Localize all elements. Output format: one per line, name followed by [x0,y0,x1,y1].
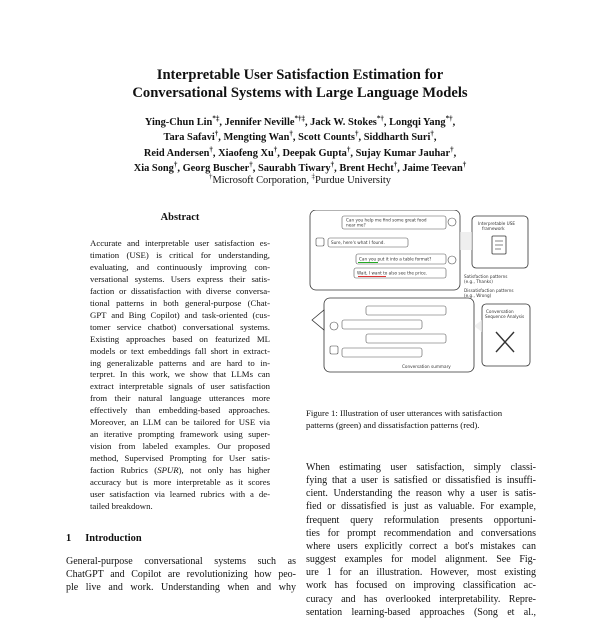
bubble-text: Can you put it into a table format? [359,256,432,262]
author-name: Jennifer Neville [224,117,295,128]
body-line: suggest examples for model alignment. See Fig- [306,554,536,566]
author-affil-mark: *†‡ [294,114,305,123]
author-affil-mark: *‡ [212,114,220,123]
abstract-line: timation (USE) is critical for understanding, [90,249,270,260]
figure-1 [306,210,534,375]
affil-org: Microsoft Corporation, [212,175,312,186]
abstract-line: effectively than embedding-based approaches. [90,405,270,416]
chat-bubble-bot [342,320,422,329]
author-name: Scott Counts [298,132,355,144]
arrow-left-icon [312,310,324,330]
abstract-line: evaluating, and continuously improving con- [90,261,270,272]
section-heading [66,533,142,544]
author-affil-mark: † [354,129,359,138]
abstract-line: Accurate and interpretable user satisfaction es- [90,238,270,248]
title-line: Conversational Systems with Large Language Models [132,85,468,101]
abstract-line: from their natural language utterances more [90,393,270,404]
author-name: Xiaofeng Xu [218,147,274,159]
body-line: ties for prompt recommendation and conversations [306,527,536,539]
abstract-line: ing generalizable patterns and are hard to in- [90,357,270,368]
title-line: Interpretable User Satisfaction Estimation for [156,67,444,83]
figure-caption [306,408,534,431]
panel-title: Interpretable USE [478,221,515,226]
chat-bubble-bot [342,348,422,357]
abstract-line: extract interpretable signals of user satisfaction [90,381,270,392]
author-affil-mark: † [273,145,278,154]
abstract-line: user satisfaction via learned rubrics with a de- [90,489,270,500]
body-line: where users explicitly correct a bot's mistakes can [306,540,536,552]
author-affil-mark: † [450,145,454,154]
author-affil-mark: *† [376,114,384,123]
bubble-text: Can you help me find some great food [346,217,427,223]
bubble-text: Sure, here's what I found. [331,240,385,245]
abstract-line: vision from labeled examples. Our proposed [90,441,270,452]
author-name: Xia Song [133,162,174,174]
author-row: Tara Safavi†, Mengting Wan†, Scott Counts†, Siddharth Suri†, [163,129,437,144]
dsat-label: (e.g., Wrong) [464,293,492,298]
caption-line: patterns (green) and dissatisfaction patterns (red). [306,419,480,430]
author-name: Jaime Teevan [402,162,463,174]
body-line: When estimating user satisfaction, simply classi- [306,462,536,473]
affil-org: Purdue University [315,175,391,186]
bubble-text: near me? [346,222,366,228]
author-affil-mark: † [393,160,398,169]
author-affil-mark: † [214,129,219,138]
figure-illustration [306,210,534,375]
right-column-body [306,461,536,619]
abstract-line: tailed breakdown. [90,500,153,511]
author-name: Ying-Chun Lin [144,117,213,128]
caption-line: Figure 1: Illustration of user utterances with satisfaction [306,408,503,418]
abstract-line: versational systems. Users express their satis- [90,273,270,284]
abstract-line: tional patterns in both general-purpose (Chat- [90,297,270,308]
author-list [0,115,600,176]
abstract-line: GPT and Bing Copilot) and task-oriented (cus- [90,309,270,320]
abstract-line: accuracy but is more interpretable as it scores [90,477,270,488]
author-name: Mengting Wan [223,132,290,144]
affil-mark: ‡ [311,172,316,181]
abstract-line: method, Supervised Prompting for User satis- [90,453,270,464]
panel-title: Sequence Analysis [485,314,525,319]
dsat-label: Dissatisfaction patterns [464,288,514,293]
author-affil-mark: *† [445,114,453,123]
body-line: work has focused on improving classification ac- [306,580,536,592]
sat-label: (e.g., Thanks) [464,279,493,284]
author-affil-mark: † [430,129,434,138]
author-affil-mark: † [346,145,351,154]
section-title: Introduction [85,533,142,544]
abstract-line: faction or dissatisfaction with diverse conversa- [90,285,270,296]
abstract-line: terpret. In this work, we show that LLMs can [90,369,270,380]
abstract-line: Existing approaches based on featurized ML [90,333,270,344]
author-name: Jack W. Stokes [310,117,377,128]
author-affil-mark: † [289,129,293,138]
body-line: ure 1 for an illustration. However, most existing [306,567,536,579]
chat-bubble-user [366,334,446,343]
author-name: Sujay Kumar Jauhar [355,147,451,159]
affil-mark: † [209,172,213,181]
body-line: fied or dissatisfied is just as valuable. For example, [306,501,536,513]
abstract-body [90,238,270,513]
author-row: Ying-Chun Lin*‡, Jennifer Neville*†‡, Jack W. Stokes*†, Longqi Yang*†, [144,114,456,128]
intro-line: ple live and work. Understanding when and why [66,582,296,594]
abstract-line: models or text embeddings fall short in extract- [90,345,270,356]
author-affil-mark: † [209,145,213,154]
intro-line: General-purpose conversational systems such as [66,556,296,567]
author-affil-mark: † [173,160,178,169]
panel-title: framework [482,226,505,231]
author-row: Reid Andersen†, Xiaofeng Xu†, Deepak Gupta†, Sujay Kumar Jauhar†, [143,145,457,159]
author-name: Reid Andersen [143,147,210,159]
author-affil-mark: † [330,160,335,169]
body-line: sentation learning-based approaches (Song et al., [306,606,536,618]
author-affil-mark: † [462,160,467,169]
author-name: Tara Safavi [163,132,215,144]
panel-title: Conversation [486,309,514,314]
abstract-line: an iterative prompting framework using super- [90,429,270,440]
bubble-text: Wait, I want to also see the price. [357,270,428,276]
affiliation [0,174,600,187]
author-row: Xia Song†, Georg Buscher†, Saurabh Tiwary†, Brent Hecht†, Jaime Teevan† [133,160,467,174]
abstract-line: Moreover, an LLM can be tailored for USE via [90,417,270,428]
author-name: Georg Buscher [182,162,250,174]
author-affil-mark: † [249,160,253,169]
body-line: frequent query reformulation presents opportuni- [306,514,536,526]
summary-label: Conversation summary [402,364,451,369]
body-line: curacy and has overlooked interpretability. Repre- [306,593,536,605]
author-name: Brent Hecht [339,162,394,174]
abstract-heading: Abstract [160,212,200,223]
intro-body [66,555,296,595]
author-name: Siddharth Suri [363,132,431,144]
intro-line: ChatGPT and Copilot are revolutionizing how peo- [66,569,296,581]
abstract-line: faction Rubrics (SPUR), not only has higher [90,465,270,476]
sat-label: Satisfaction patterns [464,274,508,279]
section-number: 1 [66,533,72,544]
author-name: Longqi Yang [389,117,446,128]
chat-bubble-user [366,306,446,315]
author-name: Deepak Gupta [282,147,347,159]
paper-title [0,66,600,102]
body-line: fying that a user is satisfied or dissatisfied is insuffi- [306,475,536,487]
author-name: Saurabh Tiwary [257,162,331,174]
abstract-line: tomer service chatbot) conversational systems. [90,321,270,332]
body-line: cient. Understanding the reason why a user is satis- [306,488,536,500]
